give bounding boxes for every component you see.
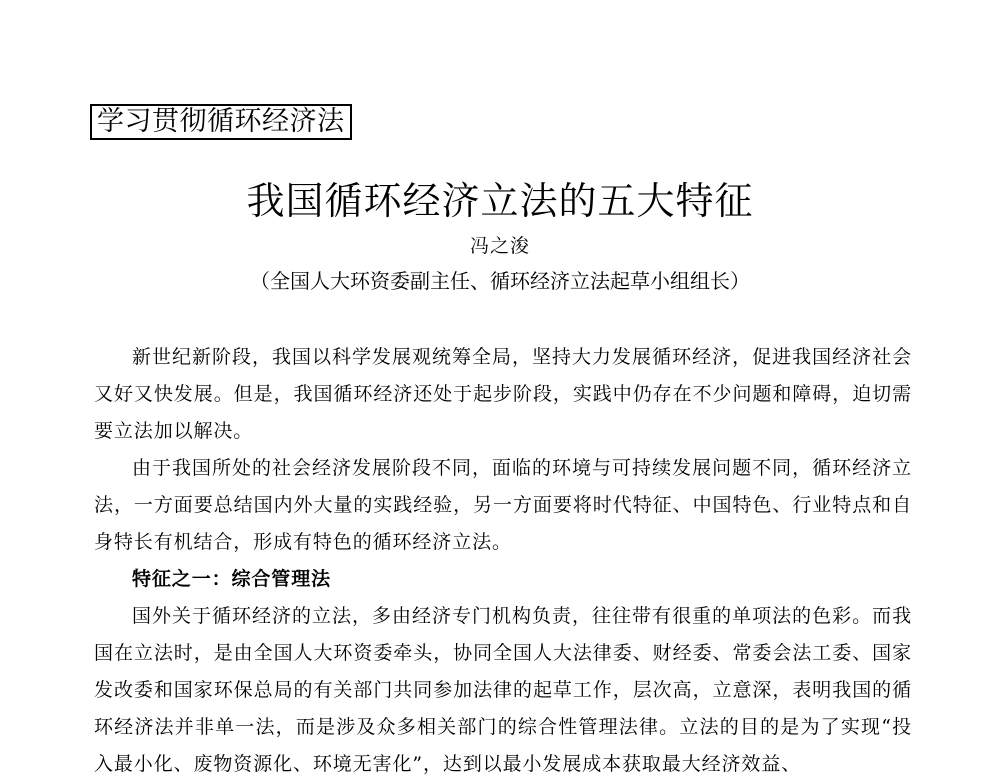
author-name: 冯之浚 [469, 235, 530, 257]
article-body [94, 339, 912, 783]
paragraph: 国外关于循环经济的立法，多由经济专门机构负责，往往带有很重的单项法的色彩。而我国在立法时，是由全国人大环资委牵头，协同全国人大法律委、财经委、常委会法工委、国家发改委和国家环保总局的有关部门共同参加法律的起草工作，层次高，立意深，表明我国的循环经济法并非单一法，而是涉及众多相关部门的综合性管理法律。立法的目的是为了实现“投入最小化、废物资源化、环境无害化”，达到以最小发展成本获取最大经济效益、 [94, 605, 912, 775]
author-affiliation: （全国人大环资委副主任、循环经济立法起草小组组长） [250, 269, 750, 293]
article-title: 我国循环经济立法的五大特征 [246, 179, 754, 223]
paragraph: 由于我国所处的社会经济发展阶段不同，面临的环境与可持续发展问题不同，循环经济立法，一方面要总结国内外大量的实践经验，另一方面要将时代特征、中国特色、行业特点和自身特长有机结合，形成有特色的循环经济立法。 [94, 457, 912, 553]
paragraph: 新世纪新阶段，我国以科学发展观统筹全局，坚持大力发展循环经济，促进我国经济社会又好又快发展。但是，我国循环经济还处于起步阶段，实践中仍存在不少问题和障碍，迫切需要立法加以解决。 [94, 346, 912, 442]
column-tag: 学习贯彻循环经济法 [90, 104, 352, 140]
section-heading: 特征之一：综合管理法 [132, 568, 332, 590]
